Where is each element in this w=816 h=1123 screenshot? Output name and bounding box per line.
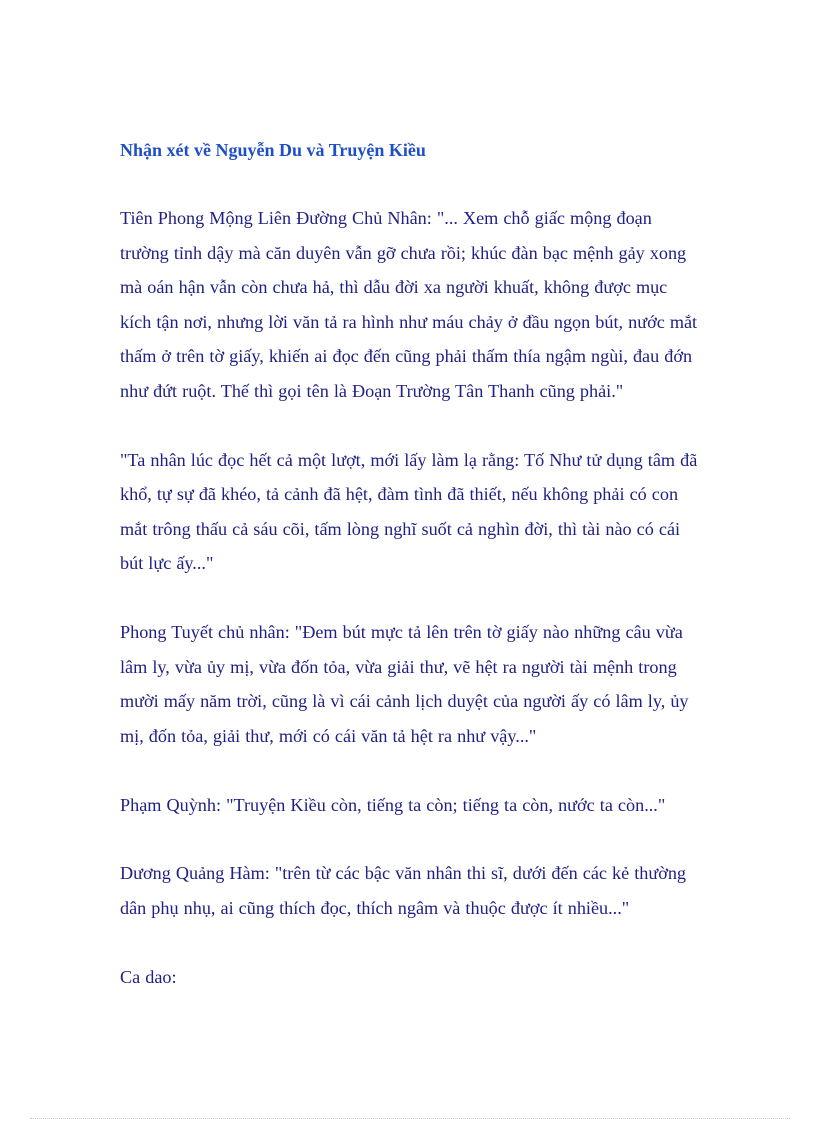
document-title: Nhận xét về Nguyễn Du và Truyện Kiều [120,140,426,160]
document-body [120,136,700,1029]
page-footer-divider [30,1118,790,1119]
paragraph-phong-tuyet: Phong Tuyết chủ nhân: "Đem bút mực tả lên trên tờ giấy nào những câu vừa lâm ly, vừa ủy mị, vừa đốn tỏa, vừa giải thư, vẽ hệt ra người tài mệnh trong mười mấy năm trời, cũng là vì cái cảnh lịch duyệt của người ấy có lâm ly, ủy mị, đốn tỏa, giải thư, mới có cái văn tả hệt ra như vậy..." [120,622,689,746]
paragraph-duong-quang-ham: Dương Quảng Hàm: "trên từ các bậc văn nhân thi sĩ, dưới đến các kẻ thường dân phụ nhụ, ai cũng thích đọc, thích ngâm và thuộc được ít nhiều..." [120,863,687,918]
paragraph-ca-dao: Ca dao: [120,966,177,987]
paragraph-tien-phong: Tiên Phong Mộng Liên Đường Chủ Nhân: "... Xem chỗ giấc mộng đoạn trường tỉnh dậy mà căn duyên vẫn gỡ chưa rồi; khúc đàn bạc mệnh gảy xong mà oán hận vẫn còn chưa hả, thì dẫu đời xa người khuất, không được mục kích tận nơi, nhưng lời văn tả ra hình như máu chảy ở đầu ngọn bút, nước mắt thấm ở trên tờ giấy, khiến ai đọc đến cũng phải thấm thía ngậm ngùi, đau đớn như đứt ruột. Thế thì gọi tên là Đoạn Trường Tân Thanh cũng phải." [120,208,698,401]
paragraph-pham-quynh: Phạm Quỳnh: "Truyện Kiều còn, tiếng ta còn; tiếng ta còn, nước ta còn..." [120,794,666,815]
paragraph-ta-nhan: "Ta nhân lúc đọc hết cả một lượt, mới lấy làm lạ rằng: Tố Như tử dụng tâm đã khổ, tự sự đã khéo, tả cảnh đã hệt, đàm tình đã thiết, nếu không phải có con mắt trông thấu cả sáu cõi, tấm lòng nghĩ suốt cả nghìn đời, thì tài nào có cái bút lực ấy..." [120,449,698,573]
